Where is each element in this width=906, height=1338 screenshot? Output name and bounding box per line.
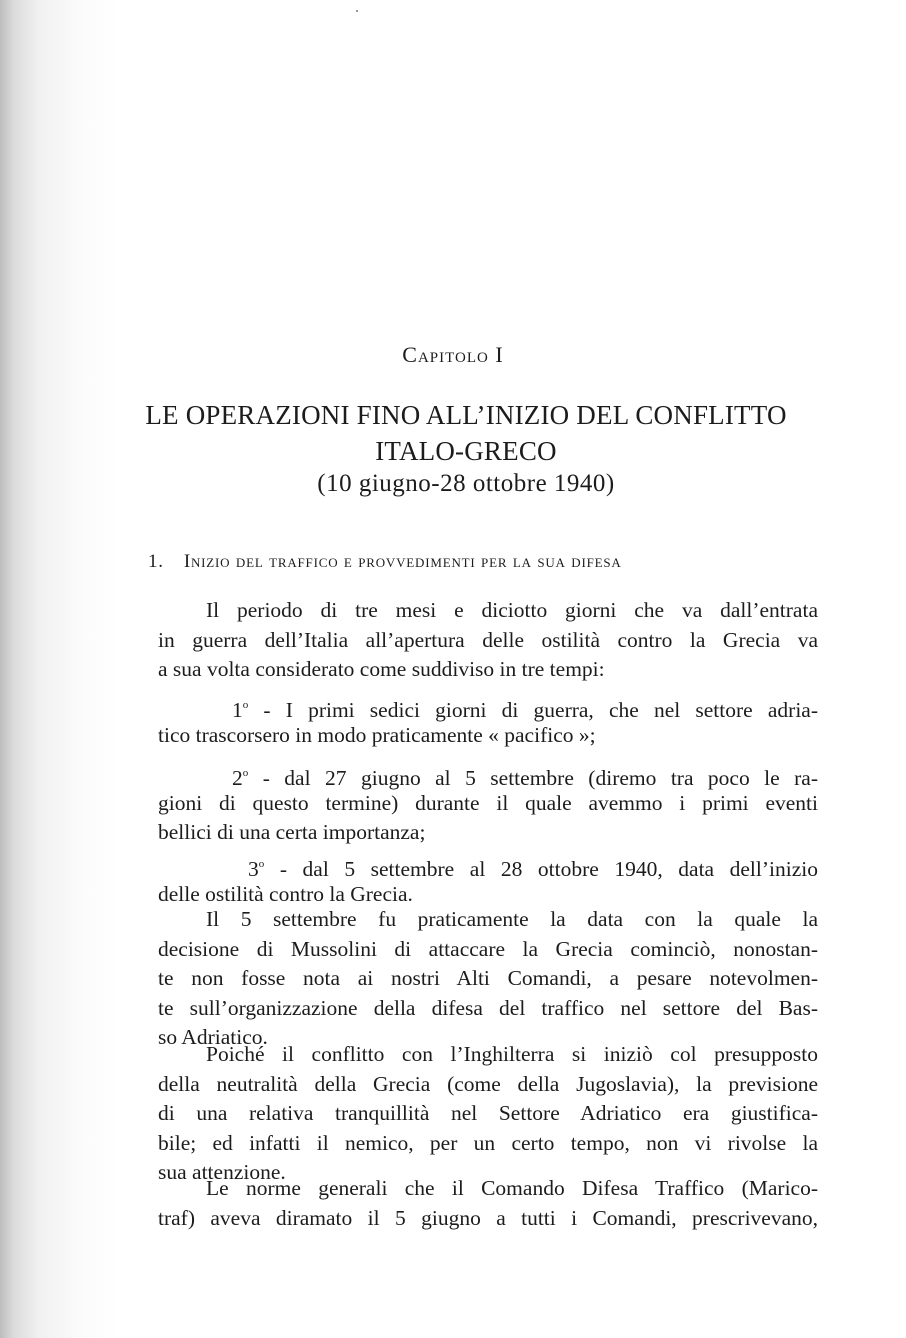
section-heading	[148, 551, 848, 573]
ordinal-suffix: o	[242, 767, 249, 779]
text-line: tico trascorsero in modo praticamente « pacifico »;	[158, 722, 596, 747]
item-marker: 1	[232, 698, 243, 722]
chapter-label: Capitolo I	[402, 342, 504, 367]
paragraph-september	[158, 905, 818, 1053]
text-line: di una relativa tranquillità nel Settore Adriatico era giustifica-	[158, 1101, 818, 1125]
text-line: te sull’organizzazione della difesa del traffico nel settore del Bas-	[158, 995, 818, 1020]
text-line: Il 5 settembre fu praticamente la data con la quale la	[206, 907, 818, 931]
text-line: bellici di una certa importanza;	[158, 820, 426, 844]
section-number: 1.	[148, 551, 164, 572]
text-line: 3$^o$ - dal 5 settembre al 28 ottobre 1940, data dell’inizio	[248, 857, 819, 881]
item-marker: 2	[232, 766, 243, 790]
text-line: Poiché il conflitto con l’Inghilterra si iniziò col presupposto	[206, 1042, 818, 1066]
list-item-3	[158, 850, 818, 909]
section-title: Inizio del traffico e provvedimenti per la sua difesa	[183, 551, 622, 572]
text-line: traf) aveva diramato il 5 giugno a tutti i Comandi, prescrivevano,	[158, 1205, 818, 1230]
chapter-title-line-2: ITALO-GRECO	[375, 436, 557, 466]
text-line: gioni di questo termine) durante il quale avemmo i primi eventi	[158, 790, 818, 815]
text-line: so Adriatico.	[158, 1025, 268, 1049]
ordinal-suffix: o	[242, 699, 249, 711]
text-line: decisione di Mussolini di attaccare la Grecia cominciò, nonostan-	[158, 936, 818, 961]
text-line: Il periodo di tre mesi e diciotto giorni che va dall’entrata	[206, 598, 818, 622]
text-line: a sua volta considerato come suddiviso in tre tempi:	[158, 657, 605, 681]
list-item-2	[158, 759, 818, 848]
text-line: in guerra dell’Italia all’apertura delle ostilità contro la Grecia va	[158, 627, 818, 652]
list-item-1	[158, 691, 818, 750]
print-speck	[356, 10, 358, 12]
chapter-dates: (10 giugno-28 ottobre 1940)	[317, 470, 615, 497]
ordinal-suffix: o	[258, 858, 265, 870]
chapter-title-line-1: LE OPERAZIONI FINO ALL’INIZIO DEL CONFLITTO	[145, 400, 787, 430]
paragraph-norms	[158, 1174, 818, 1233]
text-line: bile; ed infatti il nemico, per un certo tempo, non vi rivolse la	[158, 1130, 818, 1155]
paragraph-intro	[158, 596, 818, 685]
text-line: della neutralità della Grecia (come della Jugoslavia), la previsione	[158, 1071, 818, 1096]
chapter-title	[110, 397, 822, 469]
text-line: delle ostilità contro la Grecia.	[158, 881, 413, 906]
text-line: 1$^o$ - I primi sedici giorni di guerra, che nel settore adria-	[232, 698, 819, 722]
text-line: te non fosse nota ai nostri Alti Comandi, a pesare notevolmen-	[158, 966, 818, 990]
item-marker: 3	[248, 857, 259, 881]
text-line: 2$^o$ - dal 27 giugno al 5 settembre (diremo tra poco le ra-	[232, 766, 818, 790]
text-line: Le norme generali che il Comando Difesa Traffico (Marico-	[206, 1176, 818, 1200]
text-line: sua attenzione.	[158, 1160, 286, 1184]
paragraph-conflict	[158, 1040, 818, 1188]
